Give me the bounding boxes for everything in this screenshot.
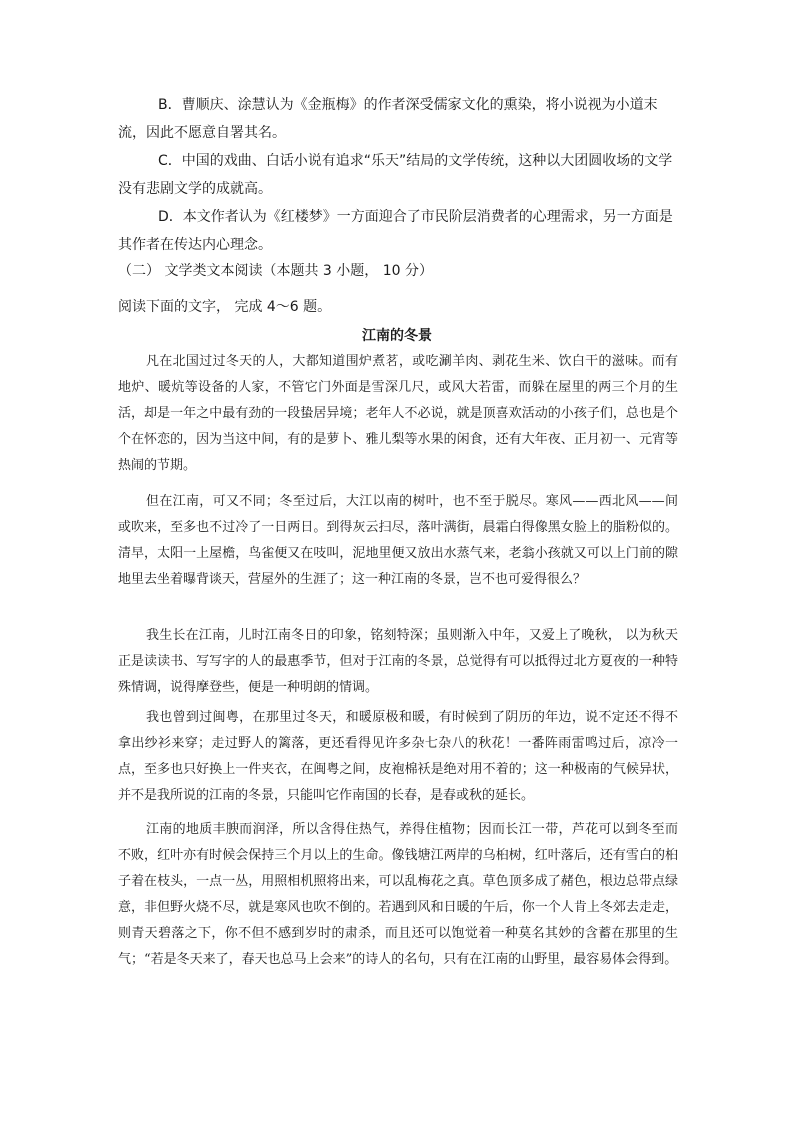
article-title: 江南的冬景 [362,328,432,344]
option-c: C．中国的戏曲、白话小说有追求“乐天”结局的文学传统，这种以大团圆收场的文学没有悲剧文学的成就高。 [118,153,673,197]
reading-instruction: 阅读下面的文字， 完成 4～6 题。 [118,299,332,315]
article-paragraph: 凡在北国过过冬天的人，大都知道围炉煮茗，或吃涮羊肉、剥花生米、饮白干的滋味。而有地炉、暖炕等设备的人家，不管它门外面是雪深几尺，或风大若雷，而躲在屋里的两三个月的生活，却是一年之中最有劲的一段蛰居异境；老年人不必说，就是顶喜欢活动的小孩子们，总也是个个在怀恋的，因为当这中间，有的是萝卜、雅儿梨等水果的闲食，还有大年夜、正月初一、元宵等热闹的节期。 [118,354,678,473]
option-d: D．本文作者认为《红楼梦》一方面迎合了市民阶层消费者的心理需求，另一方面是其作者在传达内心理念。 [118,209,673,253]
option-b: B．曹顺庆、涂慧认为《金瓶梅》的作者深受儒家文化的熏染，将小说视为小道末流，因此不愿意自署其名。 [118,97,658,141]
article-paragraph: 我也曾到过闽粤，在那里过冬天，和暖原极和暖，有时候到了阴历的年边，说不定还不得不拿出纱衫来穿；走过野人的篱落，更还看得见许多杂七杂八的秋花！一番阵雨雷鸣过后，凉冷一点，至多也只好换上一件夹衣，在闽粤之间，皮袍棉袄是绝对用不着的；这一种极南的气候异状，并不是我所说的江南的冬景，只能叫它作南国的长春，是春或秋的延长。 [118,710,678,803]
section-heading: （二） 文学类文本阅读（本题共 3 小题， 10 分） [118,263,433,279]
article-paragraph: 我生长在江南，儿时江南冬日的印象，铭刻特深；虽则渐入中年，又爱上了晚秋， 以为秋天正是读读书、写写字的人的最惠季节，但对于江南的冬景，总觉得有可以抵得过北方夏夜的一种特殊情调，说得摩登些，便是一种明朗的情调。 [118,628,678,695]
article-paragraph: 但在江南，可又不同；冬至过后，大江以南的树叶，也不至于脱尽。寒风——西北风——间或吹来，至多也不过冷了一日两日。到得灰云扫尽，落叶满街，晨霜白得像黑女脸上的脂粉似的。清早，太阳一上屋檐，鸟雀便又在吱叫，泥地里便又放出水蒸气来，老翁小孩就又可以上门前的隙地里去坐着曝背谈天，营屋外的生涯了；这一种江南的冬景，岂不也可爱得很么？ [118,494,678,587]
article-paragraph: 江南的地质丰腴而润泽，所以含得住热气，养得住植物；因而长江一带，芦花可以到冬至而不败，红叶亦有时候会保持三个月以上的生命。像钱塘江两岸的乌桕树，红叶落后，还有雪白的桕子着在枝头，一点一丛，用照相机照将出来，可以乱梅花之真。草色顶多成了赭色，根边总带点绿意，非但野火烧不尽，就是寒风也吹不倒的。若遇到风和日暖的午后，你一个人肯上冬郊去走走，则青天碧落之下，你不但不感到岁时的肃杀，而且还可以饱觉着一种莫名其妙的含蓄在那里的生气；“若是冬天来了，春天也总马上会来”的诗人的名句，只有在江南的山野里，最容易体会得到。 [118,822,678,967]
